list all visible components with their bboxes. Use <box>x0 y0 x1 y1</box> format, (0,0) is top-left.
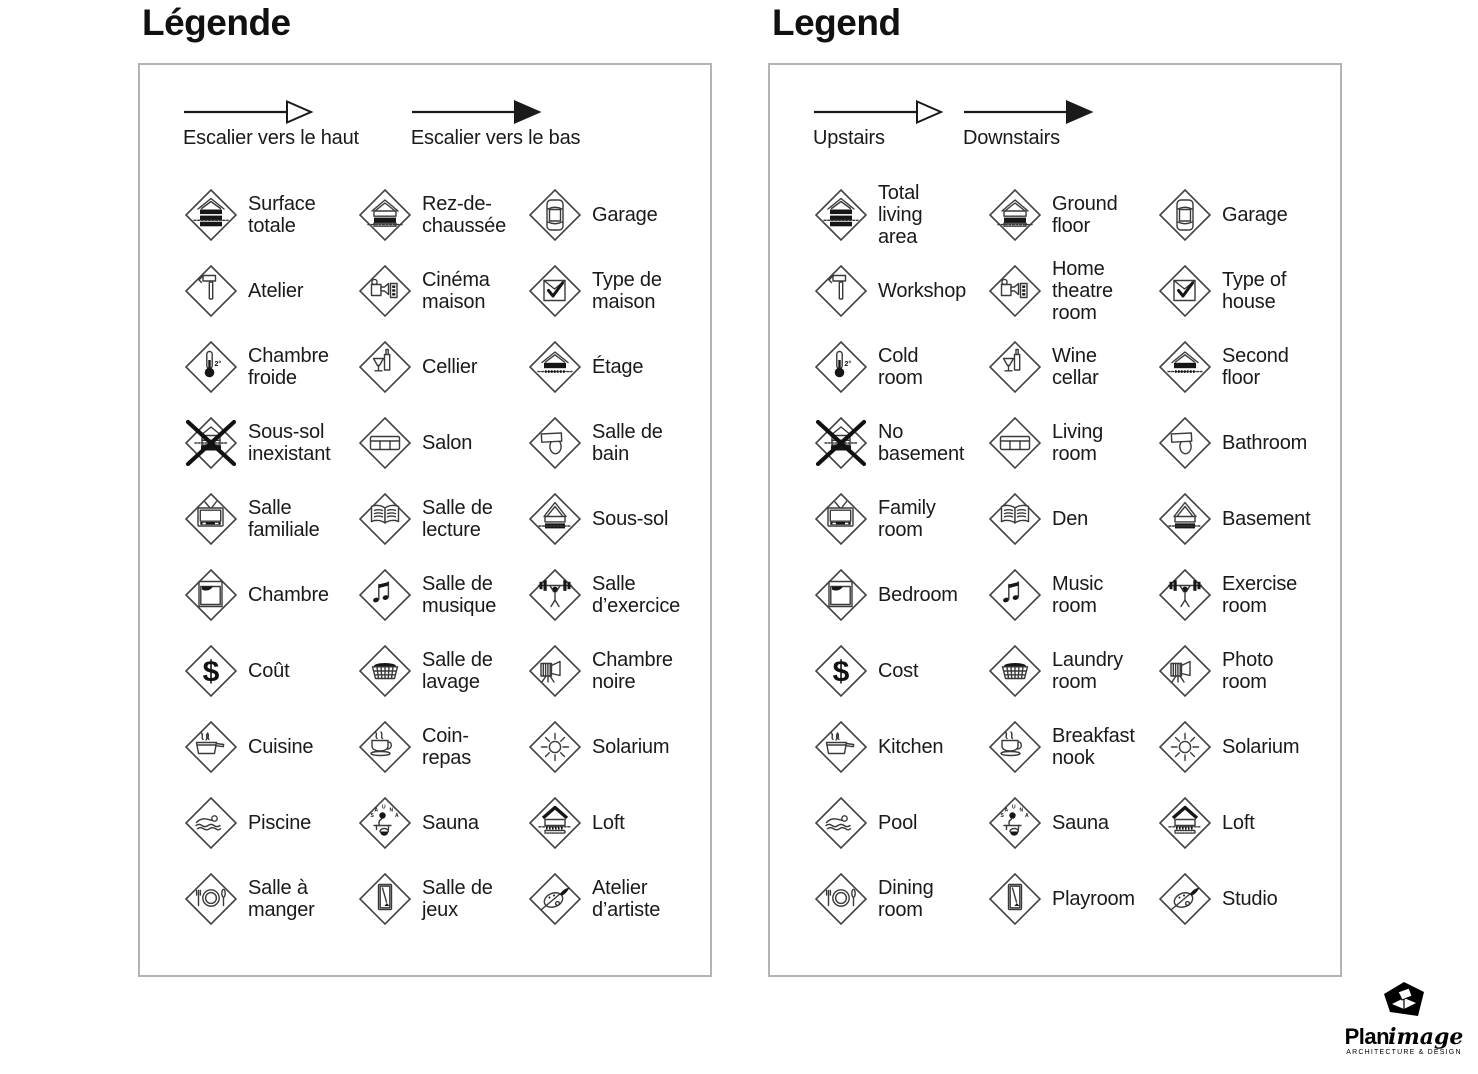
legend-item-sauna <box>357 785 527 861</box>
legend-item-label: Sauna <box>422 812 479 834</box>
kitchen-icon <box>183 719 239 775</box>
legend-item-studio <box>1157 861 1317 937</box>
legend-item-label: Coin- repas <box>422 725 472 769</box>
breakfast-nook-icon <box>987 719 1043 775</box>
cold-room-icon <box>183 339 239 395</box>
living-room-icon <box>987 415 1043 471</box>
legend-item-living-room <box>357 405 527 481</box>
exercise-room-icon <box>1157 567 1213 623</box>
legend-item-bedroom <box>813 557 987 633</box>
family-room-icon <box>183 491 239 547</box>
legend-item-photo-room <box>527 633 687 709</box>
photo-room-icon <box>527 643 583 699</box>
legend-item-total-living-area <box>813 177 987 253</box>
legend-item-laundry-room <box>987 633 1157 709</box>
stairs-down-label: Downstairs <box>963 127 1060 149</box>
legend-item-loft <box>527 785 687 861</box>
legend-item-label: Salle de musique <box>422 573 497 617</box>
loft-icon <box>527 795 583 851</box>
den-icon <box>357 491 413 547</box>
dining-room-icon <box>183 871 239 927</box>
legend-item-cost <box>813 633 987 709</box>
stairs-up <box>183 99 359 150</box>
legend-item-basement <box>527 481 687 557</box>
studio-icon <box>527 871 583 927</box>
stairs-up-arrow-icon <box>183 99 315 125</box>
stairs-down-arrow-icon <box>411 99 543 125</box>
legend-item-solarium <box>1157 709 1317 785</box>
legend-item-label: Photo room <box>1222 649 1274 693</box>
legend-item-label: Cost <box>878 660 919 682</box>
legend-item-label: Family room <box>878 497 936 541</box>
pool-icon <box>183 795 239 851</box>
stairs-down <box>411 99 580 150</box>
laundry-room-icon <box>357 643 413 699</box>
legend-item-ground-floor <box>357 177 527 253</box>
cost-icon <box>183 643 239 699</box>
legend-item-label: Laundry room <box>1052 649 1123 693</box>
legend-item-label: Type of house <box>1222 269 1287 313</box>
legend-item-no-basement <box>183 405 357 481</box>
legend-item-label: Sauna <box>1052 812 1109 834</box>
legend-item-label: Dining room <box>878 877 934 921</box>
legend-item-label: Studio <box>1222 888 1278 910</box>
page-title-english: Legend <box>772 2 901 43</box>
legend-item-laundry-room <box>357 633 527 709</box>
legend-item-breakfast-nook <box>357 709 527 785</box>
brand-image-text: image <box>1388 1024 1464 1050</box>
legend-item-type-of-house <box>527 253 687 329</box>
legend-grid-french <box>183 177 687 937</box>
planimage-mark-icon <box>1378 982 1430 1026</box>
legend-item-label: Ground floor <box>1052 193 1118 237</box>
legend-item-label: Cold room <box>878 345 923 389</box>
legend-item-label: Breakfast nook <box>1052 725 1135 769</box>
bedroom-icon <box>183 567 239 623</box>
legend-item-label: Atelier <box>248 280 304 302</box>
legend-item-family-room <box>183 481 357 557</box>
breakfast-nook-icon <box>357 719 413 775</box>
legend-item-cold-room <box>813 329 987 405</box>
legend-item-pool <box>813 785 987 861</box>
legend-item-label: Playroom <box>1052 888 1135 910</box>
legend-item-label: Salle de bain <box>592 421 663 465</box>
home-theatre-icon <box>357 263 413 319</box>
no-basement-icon <box>813 415 869 471</box>
legend-item-garage <box>527 177 687 253</box>
legend-panel-french <box>138 63 712 977</box>
legend-item-label: Exercise room <box>1222 573 1298 617</box>
stairs-up-label: Upstairs <box>813 127 885 149</box>
legend-item-workshop <box>183 253 357 329</box>
legend-item-solarium <box>527 709 687 785</box>
loft-icon <box>1157 795 1213 851</box>
total-living-area-icon <box>813 187 869 243</box>
legend-item-kitchen <box>813 709 987 785</box>
legend-item-wine-cellar <box>987 329 1157 405</box>
living-room-icon <box>357 415 413 471</box>
legend-item-label: Pool <box>878 812 918 834</box>
planimage-logo <box>1338 982 1470 1056</box>
solarium-icon <box>1157 719 1213 775</box>
legend-item-label: Cinéma maison <box>422 269 490 313</box>
legend-item-label: Loft <box>1222 812 1255 834</box>
legend-item-label: Surface totale <box>248 193 316 237</box>
legend-item-label: Chambre froide <box>248 345 329 389</box>
exercise-room-icon <box>527 567 583 623</box>
legend-item-bedroom <box>183 557 357 633</box>
legend-item-ground-floor <box>987 177 1157 253</box>
legend-item-cold-room <box>183 329 357 405</box>
stairs-arrows <box>813 99 1095 150</box>
legend-item-label: Étage <box>592 356 644 378</box>
legend-item-label: Chambre noire <box>592 649 673 693</box>
den-icon <box>987 491 1043 547</box>
legend-item-living-room <box>987 405 1157 481</box>
stairs-arrows <box>183 99 580 150</box>
cost-icon <box>813 643 869 699</box>
bathroom-icon <box>527 415 583 471</box>
legend-item-music-room <box>987 557 1157 633</box>
second-floor-icon <box>527 339 583 395</box>
type-of-house-icon <box>1157 263 1213 319</box>
legend-item-dining-room <box>813 861 987 937</box>
stairs-down <box>963 99 1095 150</box>
wine-cellar-icon <box>987 339 1043 395</box>
legend-item-label: Wine cellar <box>1052 345 1099 389</box>
legend-item-label: Salle familiale <box>248 497 320 541</box>
legend-item-type-of-house <box>1157 253 1317 329</box>
ground-floor-icon <box>357 187 413 243</box>
stairs-down-arrow-icon <box>963 99 1095 125</box>
photo-room-icon <box>1157 643 1213 699</box>
legend-item-second-floor <box>527 329 687 405</box>
legend-item-label: Living room <box>1052 421 1104 465</box>
dining-room-icon <box>813 871 869 927</box>
legend-item-bathroom <box>1157 405 1317 481</box>
legend-panel-english <box>768 63 1342 977</box>
legend-item-total-living-area <box>183 177 357 253</box>
legend-item-label: Total living area <box>878 182 923 248</box>
legend-item-label: Bathroom <box>1222 432 1308 454</box>
stairs-up <box>813 99 945 150</box>
legend-item-label: Cuisine <box>248 736 314 758</box>
legend-item-label: Chambre <box>248 584 329 606</box>
legend-item-label: Second floor <box>1222 345 1289 389</box>
basement-icon <box>1157 491 1213 547</box>
second-floor-icon <box>1157 339 1213 395</box>
music-room-icon <box>987 567 1043 623</box>
legend-item-label: Garage <box>1222 204 1288 226</box>
legend-item-label: Piscine <box>248 812 312 834</box>
legend-item-pool <box>183 785 357 861</box>
garage-icon <box>1157 187 1213 243</box>
legend-item-label: Garage <box>592 204 658 226</box>
legend-item-den <box>357 481 527 557</box>
legend-item-wine-cellar <box>357 329 527 405</box>
legend-item-loft <box>1157 785 1317 861</box>
stairs-up-label: Escalier vers le haut <box>183 127 359 149</box>
workshop-icon <box>813 263 869 319</box>
legend-item-label: Solarium <box>592 736 670 758</box>
laundry-room-icon <box>987 643 1043 699</box>
legend-item-dining-room <box>183 861 357 937</box>
legend-item-label: Type de maison <box>592 269 662 313</box>
legend-item-label: Cellier <box>422 356 478 378</box>
legend-item-cost <box>183 633 357 709</box>
type-of-house-icon <box>527 263 583 319</box>
brand-plan-text: Plan <box>1344 1024 1390 1049</box>
legend-item-exercise-room <box>527 557 687 633</box>
legend-item-home-theatre <box>987 253 1157 329</box>
legend-item-basement <box>1157 481 1317 557</box>
legend-item-den <box>987 481 1157 557</box>
legend-item-studio <box>527 861 687 937</box>
stairs-down-label: Escalier vers le bas <box>410 127 581 149</box>
legend-item-label: Sous-sol inexistant <box>248 421 331 465</box>
legend-item-label: Den <box>1052 508 1089 530</box>
no-basement-icon <box>183 415 239 471</box>
pool-icon <box>813 795 869 851</box>
legend-item-no-basement <box>813 405 987 481</box>
legend-item-family-room <box>813 481 987 557</box>
wine-cellar-icon <box>357 339 413 395</box>
workshop-icon <box>183 263 239 319</box>
legend-item-label: No basement <box>878 421 965 465</box>
garage-icon <box>527 187 583 243</box>
sauna-icon <box>987 795 1043 851</box>
legend-item-label: Solarium <box>1222 736 1300 758</box>
legend-item-label: Sous-sol <box>592 508 669 530</box>
legend-item-label: Salle à manger <box>248 877 315 921</box>
planimage-brand <box>1338 1026 1470 1048</box>
solarium-icon <box>527 719 583 775</box>
legend-grid-english <box>813 177 1317 937</box>
legend-item-label: Workshop <box>878 280 967 302</box>
legend-item-label: Basement <box>1222 508 1311 530</box>
basement-icon <box>527 491 583 547</box>
legend-item-label: Atelier d’artiste <box>592 877 661 921</box>
legend-item-kitchen <box>183 709 357 785</box>
legend-item-label: Bedroom <box>878 584 958 606</box>
planimage-tagline: ARCHITECTURE & DESIGN <box>1346 1049 1462 1056</box>
bathroom-icon <box>1157 415 1213 471</box>
family-room-icon <box>813 491 869 547</box>
total-living-area-icon <box>183 187 239 243</box>
playroom-icon <box>357 871 413 927</box>
page-title-french: Légende <box>142 2 291 43</box>
legend-item-label: Kitchen <box>878 736 944 758</box>
legend-item-label: Salle d’exercice <box>592 573 681 617</box>
legend-item-workshop <box>813 253 987 329</box>
legend-item-label: Loft <box>592 812 625 834</box>
home-theatre-icon <box>987 263 1043 319</box>
legend-item-label: Salle de lecture <box>422 497 493 541</box>
legend-item-label: Home theatre room <box>1052 258 1113 324</box>
playroom-icon <box>987 871 1043 927</box>
legend-item-sauna <box>987 785 1157 861</box>
music-room-icon <box>357 567 413 623</box>
legend-item-second-floor <box>1157 329 1317 405</box>
legend-item-garage <box>1157 177 1317 253</box>
legend-item-playroom <box>357 861 527 937</box>
legend-item-bathroom <box>527 405 687 481</box>
stairs-up-arrow-icon <box>813 99 945 125</box>
legend-item-label: Rez-de- chaussée <box>422 193 507 237</box>
legend-item-exercise-room <box>1157 557 1317 633</box>
bedroom-icon <box>813 567 869 623</box>
legend-item-playroom <box>987 861 1157 937</box>
legend-item-label: Coût <box>248 660 290 682</box>
kitchen-icon <box>813 719 869 775</box>
ground-floor-icon <box>987 187 1043 243</box>
legend-item-home-theatre <box>357 253 527 329</box>
legend-item-breakfast-nook <box>987 709 1157 785</box>
legend-item-label: Salle de lavage <box>422 649 493 693</box>
sauna-icon <box>357 795 413 851</box>
legend-item-label: Salle de jeux <box>422 877 493 921</box>
legend-item-label: Salon <box>422 432 473 454</box>
legend-item-photo-room <box>1157 633 1317 709</box>
legend-item-label: Music room <box>1052 573 1104 617</box>
legend-item-music-room <box>357 557 527 633</box>
cold-room-icon <box>813 339 869 395</box>
studio-icon <box>1157 871 1213 927</box>
